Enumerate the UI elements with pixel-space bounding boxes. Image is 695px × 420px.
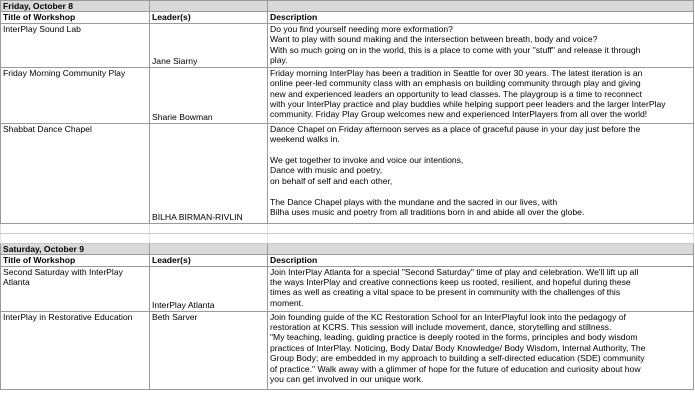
workshop-title-cell[interactable]: Second Saturday with InterPlay Atlanta [1,266,150,311]
header-description[interactable]: Description [268,12,694,23]
table-row [1,311,694,389]
description-line: "My teaching, leading, guiding practice is deeply rooted in the forms, principles and body wisdom [270,332,638,343]
description-line: Want to play with sound making and the intersection between breath, body and voice? [270,34,598,45]
empty-cell[interactable] [150,223,268,233]
description-cell[interactable] [268,23,694,67]
empty-row [1,223,694,233]
leader-cell[interactable]: InterPlay Atlanta [150,266,268,311]
day-header-row [1,243,694,254]
description-cell[interactable] [268,311,694,389]
description-line: online peer-led community class with an emphasis on building community through play and giving [270,78,641,89]
workshop-title-cell[interactable]: InterPlay in Restorative Education [1,311,150,389]
day-header-cell[interactable] [150,1,268,12]
description-line: Dance Chapel on Friday afternoon serves as a place of graceful pause in your day just before the [270,123,641,134]
description-line: practices of InterPlay. Noticing, Body Data/ Body Knowledge/ Body Wisdom, Internal Authority, The [270,342,646,353]
description-cell[interactable] [268,67,694,123]
description-line: Join founding guide of the KC Restoration School for an InterPlayful look into the pedagogy of [270,311,626,322]
day-label[interactable]: Friday, October 8 [1,1,150,12]
header-description[interactable]: Description [268,255,694,266]
workshop-title-cell[interactable]: Friday Morning Community Play [1,67,150,123]
description-line: times as well as creating a vital space to be present in community with the challenges of this [270,287,621,298]
description-line: you can get involved in our unique work. [270,374,424,385]
description-line: Group Body; are embedded in my approach to building a self-directed education (SDE) community [270,353,645,364]
empty-cell[interactable] [150,233,268,243]
day-header-cell[interactable] [150,243,268,254]
leader-cell[interactable]: BILHA BIRMAN-RIVLIN [150,123,268,223]
description-line: community. Friday Play Group welcomes new and experienced InterPlayers from all over the world! [270,109,648,120]
empty-row [1,233,694,243]
workshop-title-cell[interactable]: Shabbat Dance Chapel [1,123,150,223]
header-leader[interactable]: Leader(s) [150,255,268,266]
description-line: Join InterPlay Atlanta for a special "Second Saturday" time of play and celebration. We'll lift up all [270,266,639,277]
table-row [1,123,694,223]
workshop-title-cell[interactable]: InterPlay Sound Lab [1,23,150,67]
description-line: We get together to invoke and voice our intentions, [270,155,464,166]
column-header-row [1,255,694,266]
blank-line [270,145,691,155]
column-header-row [1,12,694,23]
day-header-row [1,1,694,12]
empty-cell[interactable] [268,223,694,233]
description-line: of practice." Walk away with a glimmer of hope for the future of education and curiosity about how [270,363,641,374]
description-line: on behalf of self and each other, [270,175,393,186]
description-line: with your InterPlay practice and play buddies while helping support peer leaders and the larger InterPlay [270,99,666,110]
empty-cell[interactable] [268,233,694,243]
description-line: The Dance Chapel plays with the mundane and the sacred in our lives, with [270,196,558,207]
description-line: Dance with music and poetry, [270,165,383,176]
header-title[interactable]: Title of Workshop [1,12,150,23]
header-leader[interactable]: Leader(s) [150,12,268,23]
table-row [1,23,694,67]
day-header-cell[interactable] [268,1,694,12]
leader-cell[interactable]: Sharie Bowman [150,67,268,123]
description-line: Do you find yourself needing more exformation? [270,23,453,34]
description-line: the ways InterPlay and creative connections keep us rooted, resilient, and hopeful during these [270,277,631,288]
description-line: weekend walks in. [270,134,340,145]
description-line: With so much going on in the world, this is a place to come with your "stuff" and release it through [270,44,641,55]
description-line: restoration at KCRS. This session will include movement, dance, storytelling and stillness. [270,322,612,333]
description-line: moment. [270,297,304,308]
leader-cell[interactable]: Jane Siarny [150,23,268,67]
table-row [1,67,694,123]
description-line: Bilha uses music and poetry from all traditions born in and abide all over the globe. [270,207,585,218]
leader-cell[interactable]: Beth Sarver [150,311,268,389]
empty-cell[interactable] [1,223,150,233]
description-line: Friday morning InterPlay has been a tradition in Seattle for over 30 years. The latest iteration is an [270,67,643,78]
empty-cell[interactable] [1,233,150,243]
blank-line [270,186,691,196]
table-row [1,266,694,311]
description-line: play. [270,55,288,66]
description-cell[interactable] [268,266,694,311]
day-header-cell[interactable] [268,243,694,254]
description-cell[interactable] [268,123,694,223]
description-line: new and experienced leaders an opportunity to lead classes. The playgroup is a time to reconnect [270,88,642,99]
header-title[interactable]: Title of Workshop [1,255,150,266]
day-label[interactable]: Saturday, October 9 [1,243,150,254]
